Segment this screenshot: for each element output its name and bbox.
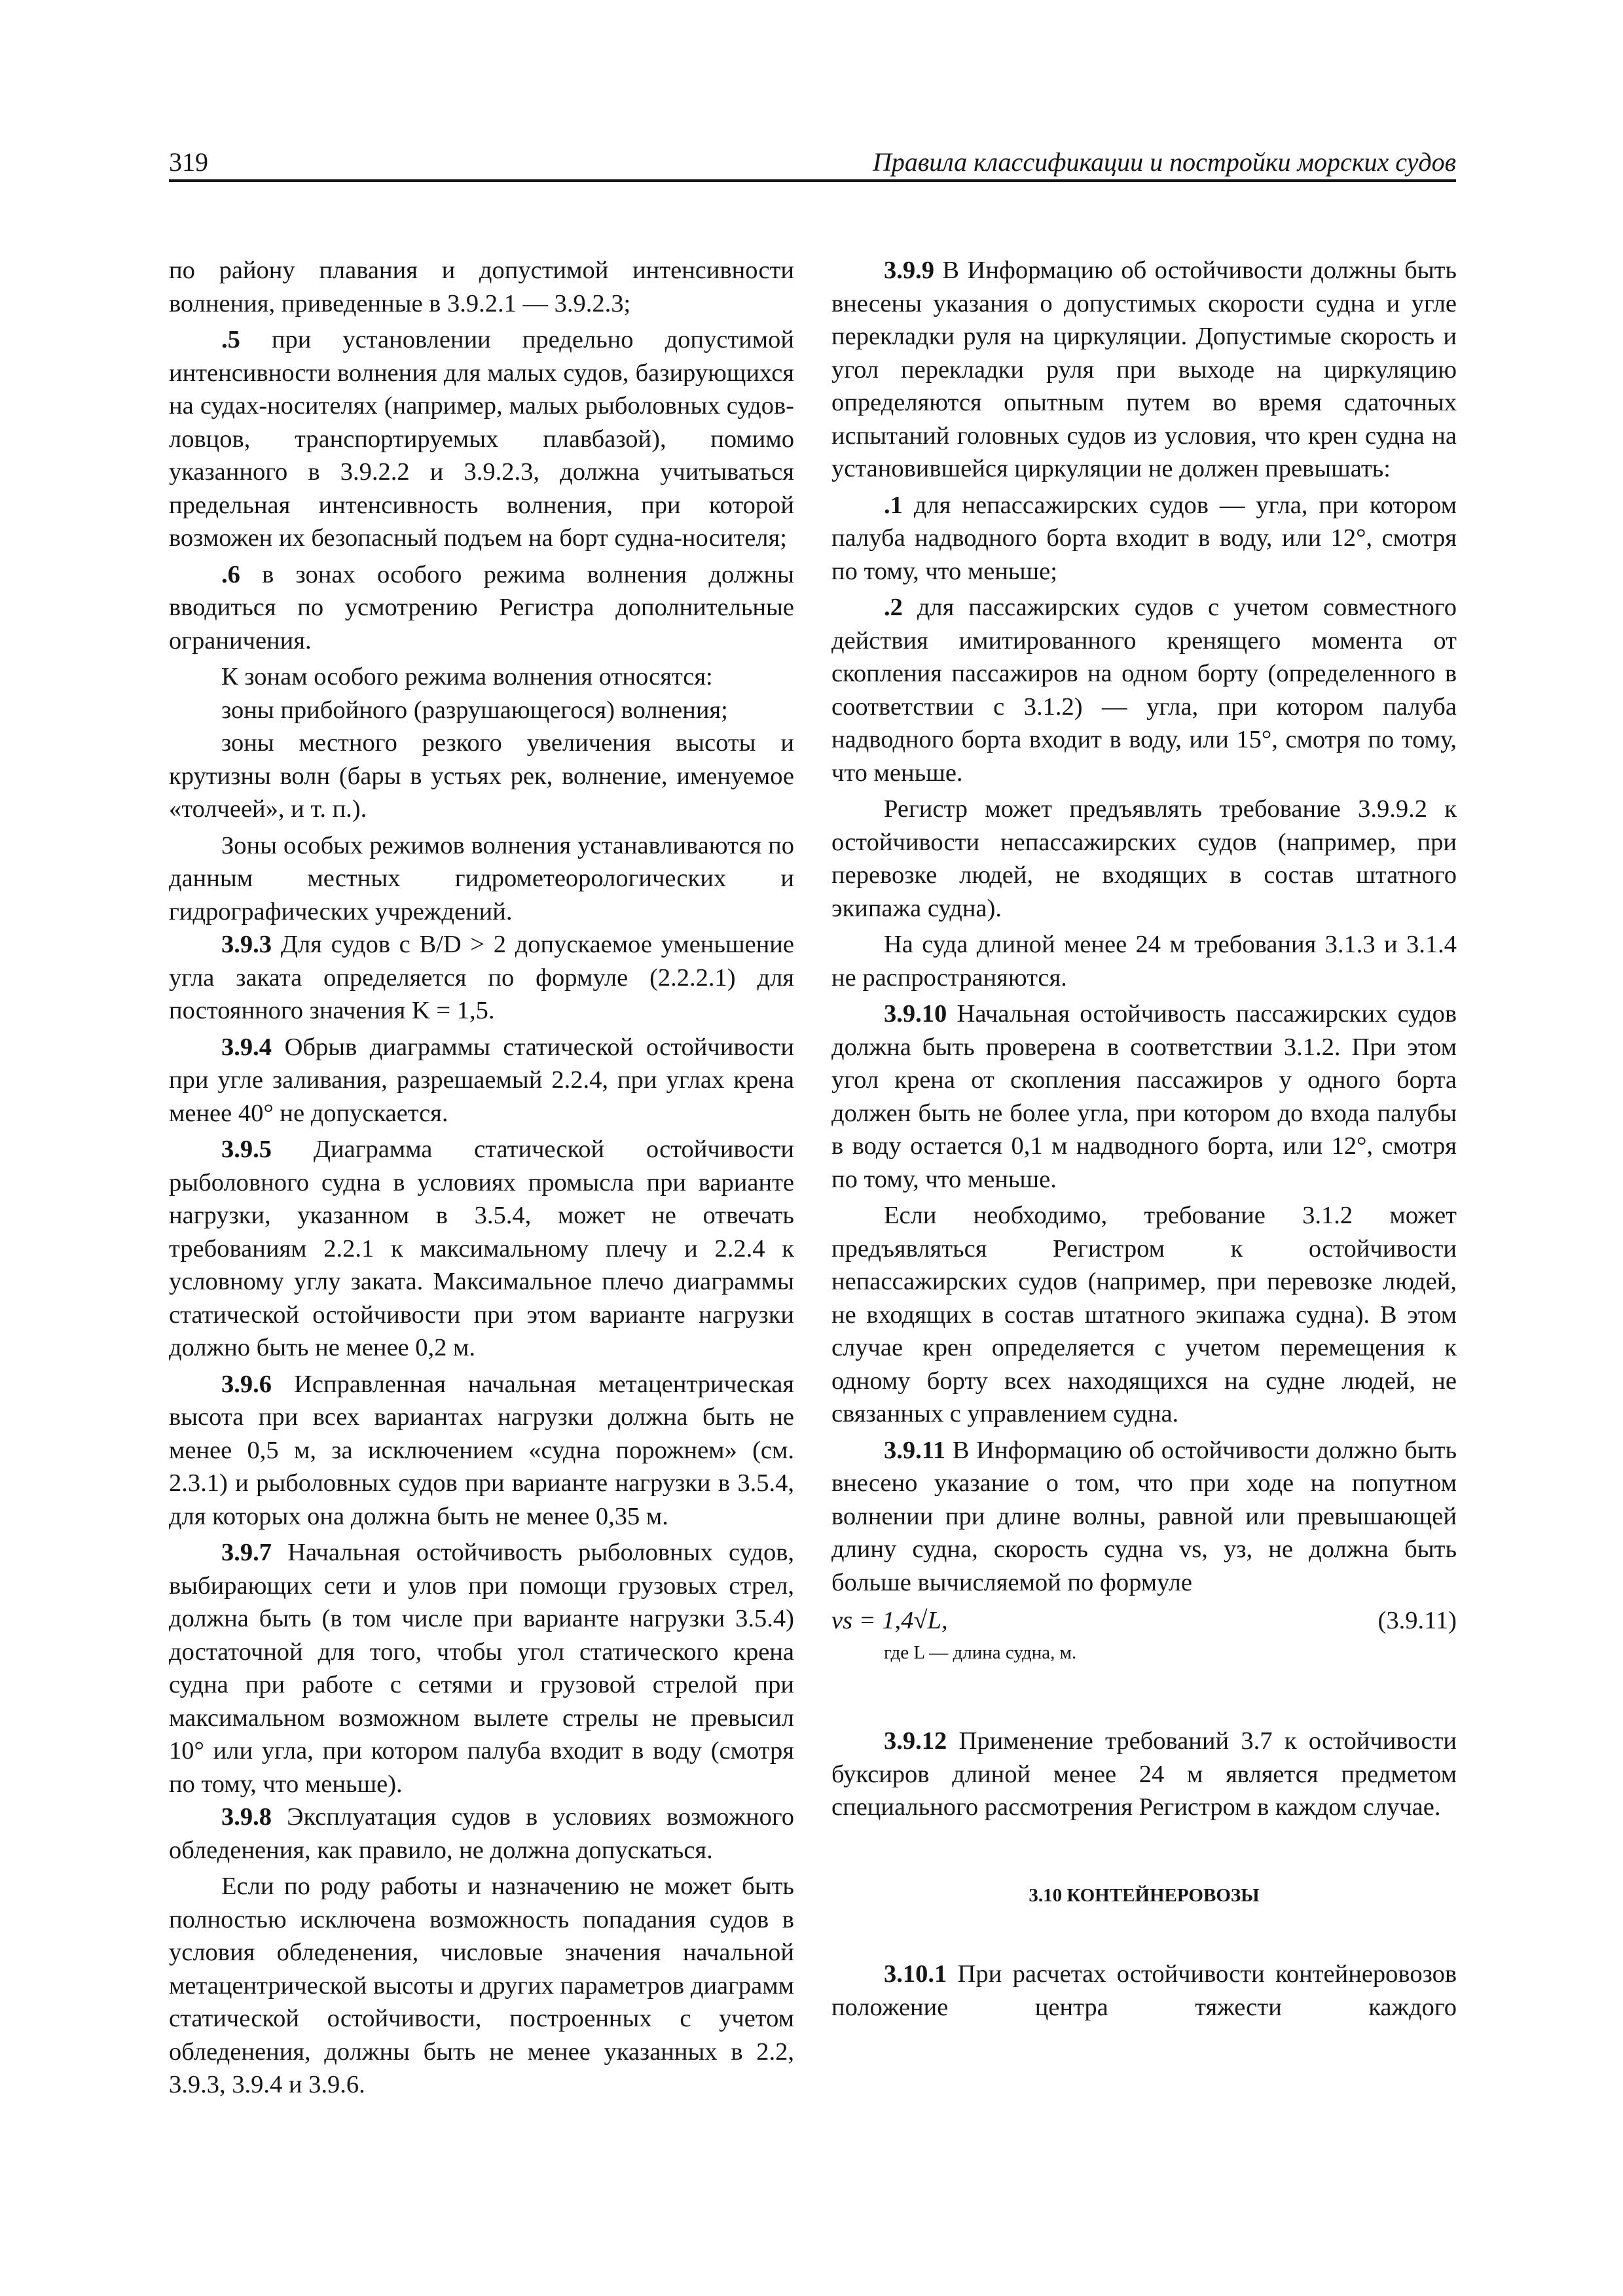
paragraph: Зоны особых режимов волнения устанавливаются по данным местных гидрометеорологических и гидрографических учреждений. [169, 831, 794, 925]
section-heading: 3.10 КОНТЕЙНЕРОВОЗЫ [1029, 1884, 1260, 1906]
paragraph: по району плавания и допустимой интенсивности волнения, приведенные в 3.9.2.1 — 3.9.2.3; [169, 257, 794, 317]
formula-note: где L — длина судна, м. [884, 1642, 1077, 1663]
clause-3-9-3: 3.9.3 Для судов с B/D > 2 допускаемое уменьшение угла заката определяется по формуле (2.2.2.1) для постоянного значения K = 1,5. [169, 931, 794, 1024]
clause-3-9-10: 3.9.10 Начальная остойчивость пассажирских судов должна быть проверена в соответствии 3.1.2. При этом угол крена от скопления пассажиров у одного борта должен быть не более угла, при котором до входа палубы в воду остается 0,1 м надводного борта, или 12°, смотря по тому, что меньше. [831, 1000, 1457, 1193]
item-number: .5 [221, 326, 240, 353]
item-number: .6 [221, 560, 240, 588]
clause-3-9-12: 3.9.12 Применение требований 3.7 к остойчивости буксиров длиной менее 24 м является предметом специального рассмотрения Регистром в каждом случае. [831, 1727, 1457, 1821]
clause-number: 3.9.4 [221, 1033, 272, 1061]
paragraph: Если по роду работы и назначению не может быть полностью исключена возможность попадания судов в условия обледенения, числовые значения начальной метацентрической высоты и других параметров диаграмм статической остойчивости, построенных с учетом обледенения, должны быть не менее указанных в 2.2, 3.9.3, 3.9.4 и 3.9.6. [169, 1873, 794, 2098]
formula-expression: vs = 1,4√L, [831, 1607, 948, 1634]
header-rule [169, 179, 1456, 182]
paragraph: К зонам особого режима волнения относятся: [221, 663, 713, 691]
right-column [831, 254, 1457, 2024]
clause-3-9-4: 3.9.4 Обрыв диаграммы статической остойчивости при угле заливания, разрешаемый 2.2.4, при углах крена менее 40° не допускается. [169, 1033, 794, 1127]
left-column [169, 254, 794, 2102]
paragraph-item-6: .6 в зонах особого режима волнения должны вводиться по усмотрению Регистра дополнительные ограничения. [169, 560, 794, 655]
paragraph: Если необходимо, требование 3.1.2 может предъявляться Регистром к остойчивости непассажирских судов (например, при перевозке людей, не входящих в состав штатного экипажа судна). В этом случае крен определяется с учетом перемещения к одному борту всех находящихся на судне людей, не связанных с управлением судна. [831, 1202, 1457, 1427]
clause-3-9-9: 3.9.9 В Информацию об остойчивости должны быть внесены указания о допустимых скорости судна и угле перекладки руля на циркуляции. Допустимые скорость и угол перекладки руля при выходе на циркуляцию определяются опытным путем во время сдаточных испытаний головных судов из условия, что крен судна на установившейся циркуляции не должен превышать: [831, 257, 1457, 482]
formula-3-9-11 [831, 1604, 1457, 1640]
clause-3-9-5: 3.9.5 Диаграмма статической остойчивости рыболовного судна в условиях промысла при варианте нагрузки, указанном в 3.5.4, может не отвечать требованиям 2.2.1 к максимальному плечу и 2.2.4 к условному углу заката. Максимальное плечо диаграммы статической остойчивости при этом варианте нагрузки должно быть не менее 0,2 м. [169, 1136, 794, 1361]
paragraph: зоны прибойного (разрушающегося) волнения; [221, 696, 728, 724]
clause-number: 3.9.8 [221, 1803, 272, 1831]
paragraph: Регистр может предъявлять требование 3.9.9.2 к остойчивости непассажирских судов (например, при перевозке людей, не входящих в состав штатного экипажа судна). [831, 795, 1457, 922]
running-title: Правила классификации и постройки морских судов [872, 147, 1456, 177]
clause-number: 3.9.11 [884, 1436, 946, 1464]
paragraph-item-5: .5 при установлении предельно допустимой интенсивности волнения для малых судов, базирующихся на судах-носителях (например, малых рыболовных судов-ловцов, транспортируемых плавбазой), помимо указанного в 3.9.2.2 и 3.9.2.3, должна учитываться предельная интенсивность волнения, при которой возможен их безопасный подъем на борт судна-носителя; [169, 326, 795, 552]
clause-number: 3.9.7 [221, 1539, 272, 1566]
item-number: .1 [884, 491, 903, 519]
paragraph-item-2: .2 для пассажирских судов с учетом совместного действия имитированного кренящего момента от скопления пассажиров на одном борту (определенного в соответствии с 3.1.2) — угла, при котором палуба надводного борта входит в воду, или 15°, смотря по тому, что меньше. [831, 594, 1457, 787]
clause-number: 3.9.9 [884, 257, 934, 284]
clause-number: 3.10.1 [884, 1960, 947, 1988]
clause-3-9-6: 3.9.6 Исправленная начальная метацентрическая высота при всех вариантах нагрузки должна быть не менее 0,5 м, за исключением «судна порожнем» (см. 2.3.1) и рыболовных судов при варианте нагрузки в 3.5.4, для которых она должна быть не менее 0,35 м. [169, 1370, 794, 1530]
page-number: 319 [169, 147, 208, 177]
clause-3-9-7: 3.9.7 Начальная остойчивость рыболовных судов, выбирающих сети и улов при помощи грузовых стрел, должна быть (в том числе при варианте нагрузки 3.5.4) достаточной для того, чтобы угол статического крена судна при работе с сетями и грузовой стрелой при максимальном возможном вылете стрелы не превысил 10° или угла, при котором палуба входит в воду (смотря по тому, что меньше). [169, 1539, 794, 1798]
clause-number: 3.9.3 [221, 931, 272, 958]
clause-number: 3.9.10 [884, 1000, 947, 1028]
clause-number: 3.9.6 [221, 1370, 272, 1398]
paragraph: На суда длиной менее 24 м требования 3.1.3 и 3.1.4 не распространяются. [831, 931, 1457, 992]
page-header [169, 143, 1456, 179]
clause-number: 3.9.12 [884, 1727, 947, 1755]
paragraph: зоны местного резкого увеличения высоты и крутизны волн (бары в устьях рек, волнение, именуемое «толчеей», и т. п.). [169, 729, 794, 823]
clause-3-9-8: 3.9.8 Эксплуатация судов в условиях возможного обледенения, как правило, не должна допускаться. [169, 1803, 794, 1864]
clause-3-9-11: 3.9.11 В Информацию об остойчивости должно быть внесено указание о том, что при ходе на попутном волнении при длине волны, равной или превышающей длину судна, скорость судна vs, уз, не должна быть больше вычисляемой по формуле [831, 1436, 1457, 1596]
item-number: .2 [884, 594, 903, 621]
clause-3-10-1: 3.10.1 При расчетах остойчивости контейнеровозов положение центра тяжести каждого [831, 1960, 1457, 2021]
paragraph-item-1: .1 для непассажирских судов — угла, при котором палуба надводного борта входит в воду, или 12°, смотря по тому, что меньше; [831, 491, 1457, 585]
clause-number: 3.9.5 [221, 1136, 272, 1163]
formula-number: (3.9.11) [1377, 1607, 1457, 1634]
